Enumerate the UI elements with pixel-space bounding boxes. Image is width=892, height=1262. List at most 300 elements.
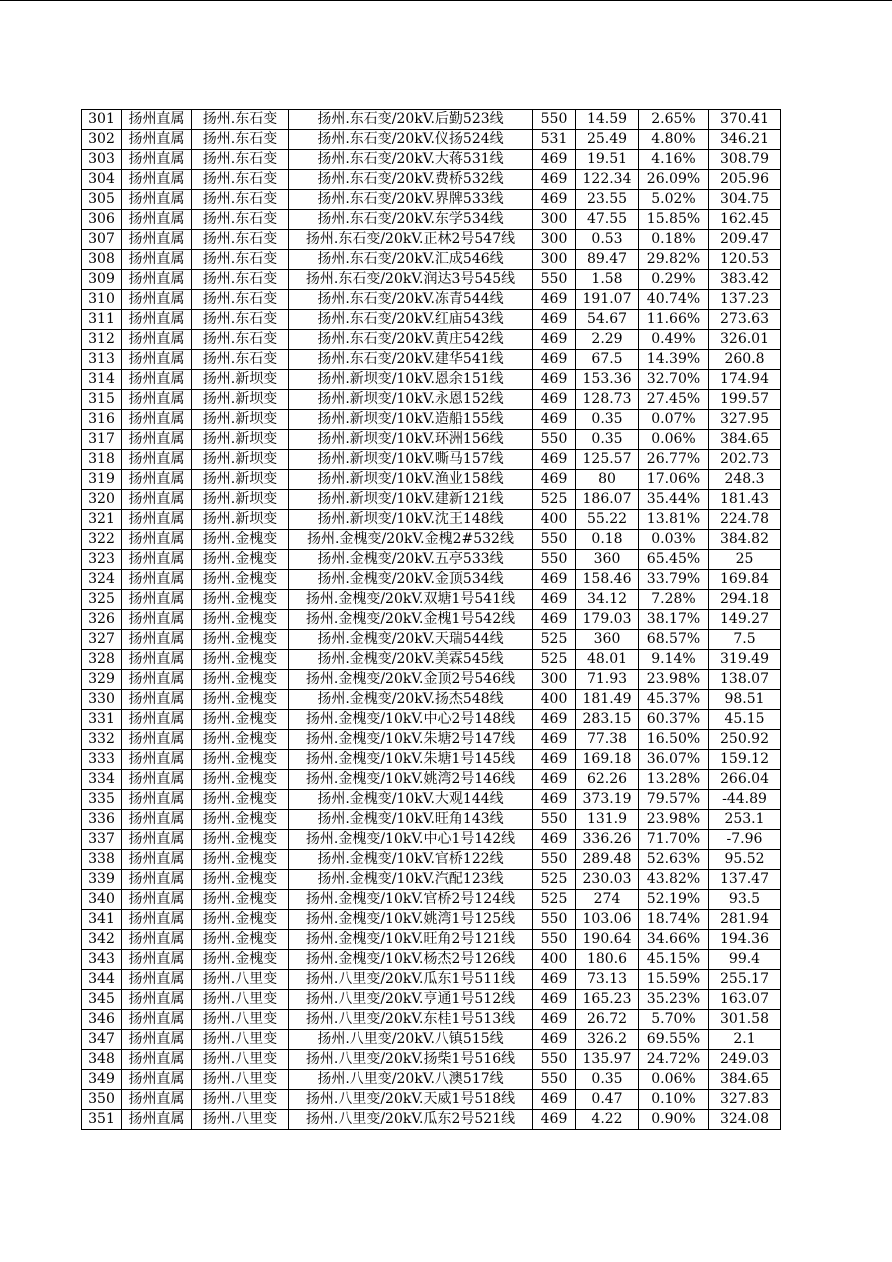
load-rate-cell: 68.57%	[639, 630, 709, 650]
capacity-cell: 550	[533, 1050, 576, 1070]
feeder-line-cell: 扬州.东石变/20kV.红庙543线	[289, 310, 533, 330]
load-cell: 186.07	[576, 490, 639, 510]
substation-cell: 扬州.金槐变	[192, 710, 289, 730]
row-number-cell: 319	[82, 470, 122, 490]
row-number-cell: 323	[82, 550, 122, 570]
remaining-capacity-cell: 327.83	[709, 1090, 781, 1110]
load-cell: 47.55	[576, 210, 639, 230]
row-number-cell: 341	[82, 910, 122, 930]
substation-cell: 扬州.金槐变	[192, 830, 289, 850]
department-cell: 扬州直属	[122, 710, 192, 730]
department-cell: 扬州直属	[122, 530, 192, 550]
remaining-capacity-cell: 162.45	[709, 210, 781, 230]
table-row	[82, 1050, 781, 1070]
substation-cell: 扬州.金槐变	[192, 650, 289, 670]
load-rate-cell: 17.06%	[639, 470, 709, 490]
substation-cell: 扬州.东石变	[192, 110, 289, 130]
feeder-line-cell: 扬州.金槐变/20kV.美霖545线	[289, 650, 533, 670]
feeder-line-cell: 扬州.东石变/20kV.建华541线	[289, 350, 533, 370]
table-row	[82, 350, 781, 370]
table-row	[82, 190, 781, 210]
feeder-line-cell: 扬州.东石变/20kV.汇成546线	[289, 250, 533, 270]
capacity-cell: 550	[533, 910, 576, 930]
table-row	[82, 990, 781, 1010]
capacity-cell: 550	[533, 110, 576, 130]
capacity-cell: 469	[533, 790, 576, 810]
capacity-cell: 469	[533, 450, 576, 470]
table-row	[82, 250, 781, 270]
load-rate-cell: 0.90%	[639, 1110, 709, 1130]
capacity-cell: 469	[533, 830, 576, 850]
load-cell: 19.51	[576, 150, 639, 170]
capacity-cell: 469	[533, 370, 576, 390]
row-number-cell: 349	[82, 1070, 122, 1090]
substation-cell: 扬州.东石变	[192, 290, 289, 310]
load-cell: 180.6	[576, 950, 639, 970]
capacity-cell: 469	[533, 170, 576, 190]
load-rate-cell: 79.57%	[639, 790, 709, 810]
load-rate-cell: 38.17%	[639, 610, 709, 630]
department-cell: 扬州直属	[122, 670, 192, 690]
remaining-capacity-cell: 319.49	[709, 650, 781, 670]
load-rate-cell: 16.50%	[639, 730, 709, 750]
feeder-line-cell: 扬州.金槐变/10kV.旺角2号121线	[289, 930, 533, 950]
table-row	[82, 770, 781, 790]
remaining-capacity-cell: 248.3	[709, 470, 781, 490]
substation-cell: 扬州.新坝变	[192, 410, 289, 430]
feeder-line-cell: 扬州.八里变/20kV.瓜东2号521线	[289, 1110, 533, 1130]
load-cell: 131.9	[576, 810, 639, 830]
row-number-cell: 302	[82, 130, 122, 150]
remaining-capacity-cell: 199.57	[709, 390, 781, 410]
department-cell: 扬州直属	[122, 1030, 192, 1050]
substation-cell: 扬州.新坝变	[192, 470, 289, 490]
load-cell: 135.97	[576, 1050, 639, 1070]
row-number-cell: 322	[82, 530, 122, 550]
row-number-cell: 315	[82, 390, 122, 410]
department-cell: 扬州直属	[122, 730, 192, 750]
feeder-line-cell: 扬州.金槐变/10kV.旺角143线	[289, 810, 533, 830]
substation-cell: 扬州.八里变	[192, 1090, 289, 1110]
remaining-capacity-cell: 273.63	[709, 310, 781, 330]
row-number-cell: 347	[82, 1030, 122, 1050]
table-row	[82, 710, 781, 730]
row-number-cell: 307	[82, 230, 122, 250]
substation-cell: 扬州.金槐变	[192, 530, 289, 550]
remaining-capacity-cell: 174.94	[709, 370, 781, 390]
remaining-capacity-cell: 138.07	[709, 670, 781, 690]
department-cell: 扬州直属	[122, 790, 192, 810]
substation-cell: 扬州.东石变	[192, 250, 289, 270]
remaining-capacity-cell: 99.4	[709, 950, 781, 970]
row-number-cell: 343	[82, 950, 122, 970]
load-cell: 165.23	[576, 990, 639, 1010]
department-cell: 扬州直属	[122, 290, 192, 310]
remaining-capacity-cell: 294.18	[709, 590, 781, 610]
capacity-cell: 525	[533, 630, 576, 650]
load-rate-cell: 36.07%	[639, 750, 709, 770]
substation-cell: 扬州.八里变	[192, 1050, 289, 1070]
load-rate-cell: 52.19%	[639, 890, 709, 910]
remaining-capacity-cell: 7.5	[709, 630, 781, 650]
load-cell: 289.48	[576, 850, 639, 870]
remaining-capacity-cell: 304.75	[709, 190, 781, 210]
substation-cell: 扬州.东石变	[192, 130, 289, 150]
row-number-cell: 325	[82, 590, 122, 610]
department-cell: 扬州直属	[122, 930, 192, 950]
load-rate-cell: 7.28%	[639, 590, 709, 610]
load-cell: 0.18	[576, 530, 639, 550]
remaining-capacity-cell: 308.79	[709, 150, 781, 170]
capacity-cell: 469	[533, 1010, 576, 1030]
substation-cell: 扬州.金槐变	[192, 750, 289, 770]
substation-cell: 扬州.八里变	[192, 1010, 289, 1030]
feeder-line-cell: 扬州.东石变/20kV.冻青544线	[289, 290, 533, 310]
table-row	[82, 230, 781, 250]
feeder-line-cell: 扬州.东石变/20kV.仪扬524线	[289, 130, 533, 150]
row-number-cell: 318	[82, 450, 122, 470]
table-row	[82, 330, 781, 350]
load-cell: 283.15	[576, 710, 639, 730]
feeder-line-cell: 扬州.东石变/20kV.东学534线	[289, 210, 533, 230]
feeder-line-cell: 扬州.新坝变/10kV.渔业158线	[289, 470, 533, 490]
feeder-line-cell: 扬州.金槐变/10kV.中心1号142线	[289, 830, 533, 850]
feeder-line-cell: 扬州.金槐变/20kV.双塘1号541线	[289, 590, 533, 610]
remaining-capacity-cell: 301.58	[709, 1010, 781, 1030]
feeder-line-cell: 扬州.金槐变/20kV.金槐2#532线	[289, 530, 533, 550]
remaining-capacity-cell: 137.47	[709, 870, 781, 890]
feeder-line-cell: 扬州.金槐变/10kV.朱塘1号145线	[289, 750, 533, 770]
substation-cell: 扬州.金槐变	[192, 850, 289, 870]
remaining-capacity-cell: 326.01	[709, 330, 781, 350]
capacity-cell: 469	[533, 350, 576, 370]
load-cell: 23.55	[576, 190, 639, 210]
remaining-capacity-cell: -44.89	[709, 790, 781, 810]
feeder-line-cell: 扬州.新坝变/10kV.永恩152线	[289, 390, 533, 410]
substation-cell: 扬州.东石变	[192, 150, 289, 170]
feeder-line-cell: 扬州.金槐变/10kV.官桥122线	[289, 850, 533, 870]
row-number-cell: 326	[82, 610, 122, 630]
substation-cell: 扬州.东石变	[192, 210, 289, 230]
capacity-cell: 525	[533, 650, 576, 670]
feeder-line-cell: 扬州.金槐变/20kV.金顶534线	[289, 570, 533, 590]
load-cell: 89.47	[576, 250, 639, 270]
table-row	[82, 670, 781, 690]
capacity-cell: 300	[533, 230, 576, 250]
remaining-capacity-cell: 120.53	[709, 250, 781, 270]
load-rate-cell: 5.02%	[639, 190, 709, 210]
table-row	[82, 650, 781, 670]
row-number-cell: 305	[82, 190, 122, 210]
row-number-cell: 312	[82, 330, 122, 350]
load-cell: 274	[576, 890, 639, 910]
feeder-line-cell: 扬州.新坝变/10kV.嘶马157线	[289, 450, 533, 470]
capacity-cell: 550	[533, 1070, 576, 1090]
load-cell: 71.93	[576, 670, 639, 690]
remaining-capacity-cell: -7.96	[709, 830, 781, 850]
feeder-line-cell: 扬州.金槐变/10kV.官桥2号124线	[289, 890, 533, 910]
table-row	[82, 730, 781, 750]
feeder-line-cell: 扬州.东石变/20kV.费桥532线	[289, 170, 533, 190]
load-cell: 1.58	[576, 270, 639, 290]
remaining-capacity-cell: 253.1	[709, 810, 781, 830]
substation-cell: 扬州.金槐变	[192, 810, 289, 830]
feeder-line-cell: 扬州.金槐变/20kV.扬杰548线	[289, 690, 533, 710]
substation-cell: 扬州.东石变	[192, 170, 289, 190]
substation-cell: 扬州.东石变	[192, 310, 289, 330]
feeder-line-cell: 扬州.新坝变/10kV.环洲156线	[289, 430, 533, 450]
capacity-cell: 469	[533, 190, 576, 210]
feeder-line-cell: 扬州.金槐变/10kV.杨杰2号126线	[289, 950, 533, 970]
table-row	[82, 950, 781, 970]
load-cell: 4.22	[576, 1110, 639, 1130]
feeder-line-cell: 扬州.新坝变/10kV.造船155线	[289, 410, 533, 430]
load-rate-cell: 0.06%	[639, 1070, 709, 1090]
substation-cell: 扬州.八里变	[192, 970, 289, 990]
feeder-line-cell: 扬州.新坝变/10kV.沈王148线	[289, 510, 533, 530]
feeder-line-cell: 扬州.金槐变/10kV.大观144线	[289, 790, 533, 810]
row-number-cell: 309	[82, 270, 122, 290]
load-rate-cell: 26.77%	[639, 450, 709, 470]
department-cell: 扬州直属	[122, 890, 192, 910]
load-cell: 326.2	[576, 1030, 639, 1050]
substation-cell: 扬州.八里变	[192, 990, 289, 1010]
capacity-cell: 300	[533, 250, 576, 270]
remaining-capacity-cell: 181.43	[709, 490, 781, 510]
substation-cell: 扬州.东石变	[192, 230, 289, 250]
load-rate-cell: 45.15%	[639, 950, 709, 970]
load-cell: 360	[576, 550, 639, 570]
remaining-capacity-cell: 25	[709, 550, 781, 570]
remaining-capacity-cell: 384.65	[709, 1070, 781, 1090]
department-cell: 扬州直属	[122, 230, 192, 250]
row-number-cell: 351	[82, 1110, 122, 1130]
remaining-capacity-cell: 384.82	[709, 530, 781, 550]
load-rate-cell: 13.28%	[639, 770, 709, 790]
load-rate-cell: 14.39%	[639, 350, 709, 370]
load-cell: 2.29	[576, 330, 639, 350]
load-rate-cell: 24.72%	[639, 1050, 709, 1070]
feeder-line-cell: 扬州.东石变/20kV.大蒋531线	[289, 150, 533, 170]
row-number-cell: 339	[82, 870, 122, 890]
capacity-cell: 525	[533, 490, 576, 510]
feeder-line-cell: 扬州.金槐变/20kV.金槐1号542线	[289, 610, 533, 630]
table-row	[82, 370, 781, 390]
substation-cell: 扬州.金槐变	[192, 930, 289, 950]
load-rate-cell: 0.49%	[639, 330, 709, 350]
page-top-border	[0, 0, 892, 1]
capacity-cell: 531	[533, 130, 576, 150]
substation-cell: 扬州.新坝变	[192, 490, 289, 510]
department-cell: 扬州直属	[122, 470, 192, 490]
load-cell: 169.18	[576, 750, 639, 770]
department-cell: 扬州直属	[122, 950, 192, 970]
substation-cell: 扬州.东石变	[192, 270, 289, 290]
feeder-line-cell: 扬州.金槐变/20kV.天瑞544线	[289, 630, 533, 650]
table-row	[82, 130, 781, 150]
substation-cell: 扬州.金槐变	[192, 890, 289, 910]
load-cell: 125.57	[576, 450, 639, 470]
load-cell: 190.64	[576, 930, 639, 950]
row-number-cell: 348	[82, 1050, 122, 1070]
remaining-capacity-cell: 266.04	[709, 770, 781, 790]
remaining-capacity-cell: 346.21	[709, 130, 781, 150]
table-row	[82, 890, 781, 910]
load-cell: 360	[576, 630, 639, 650]
table-row	[82, 1090, 781, 1110]
table-row	[82, 290, 781, 310]
row-number-cell: 316	[82, 410, 122, 430]
table-row	[82, 170, 781, 190]
feeder-load-table	[81, 109, 781, 1130]
department-cell: 扬州直属	[122, 810, 192, 830]
row-number-cell: 350	[82, 1090, 122, 1110]
table-row	[82, 1010, 781, 1030]
row-number-cell: 338	[82, 850, 122, 870]
row-number-cell: 306	[82, 210, 122, 230]
remaining-capacity-cell: 281.94	[709, 910, 781, 930]
load-cell: 0.35	[576, 430, 639, 450]
substation-cell: 扬州.新坝变	[192, 450, 289, 470]
load-rate-cell: 32.70%	[639, 370, 709, 390]
load-cell: 67.5	[576, 350, 639, 370]
remaining-capacity-cell: 194.36	[709, 930, 781, 950]
table-row	[82, 870, 781, 890]
load-cell: 158.46	[576, 570, 639, 590]
row-number-cell: 336	[82, 810, 122, 830]
capacity-cell: 550	[533, 430, 576, 450]
load-rate-cell: 40.74%	[639, 290, 709, 310]
department-cell: 扬州直属	[122, 990, 192, 1010]
load-rate-cell: 35.23%	[639, 990, 709, 1010]
row-number-cell: 313	[82, 350, 122, 370]
table-row	[82, 510, 781, 530]
table-row	[82, 630, 781, 650]
load-rate-cell: 9.14%	[639, 650, 709, 670]
feeder-line-cell: 扬州.东石变/20kV.界牌533线	[289, 190, 533, 210]
row-number-cell: 328	[82, 650, 122, 670]
remaining-capacity-cell: 159.12	[709, 750, 781, 770]
capacity-cell: 469	[533, 1030, 576, 1050]
load-cell: 103.06	[576, 910, 639, 930]
table-row	[82, 810, 781, 830]
load-rate-cell: 43.82%	[639, 870, 709, 890]
department-cell: 扬州直属	[122, 550, 192, 570]
remaining-capacity-cell: 383.42	[709, 270, 781, 290]
department-cell: 扬州直属	[122, 150, 192, 170]
load-cell: 62.26	[576, 770, 639, 790]
remaining-capacity-cell: 95.52	[709, 850, 781, 870]
capacity-cell: 469	[533, 1090, 576, 1110]
feeder-line-cell: 扬州.金槐变/10kV.中心2号148线	[289, 710, 533, 730]
department-cell: 扬州直属	[122, 490, 192, 510]
department-cell: 扬州直属	[122, 690, 192, 710]
load-rate-cell: 34.66%	[639, 930, 709, 950]
load-cell: 153.36	[576, 370, 639, 390]
row-number-cell: 334	[82, 770, 122, 790]
feeder-line-cell: 扬州.金槐变/10kV.汽配123线	[289, 870, 533, 890]
load-rate-cell: 33.79%	[639, 570, 709, 590]
capacity-cell: 469	[533, 970, 576, 990]
table-row	[82, 470, 781, 490]
row-number-cell: 311	[82, 310, 122, 330]
feeder-line-cell: 扬州.金槐变/20kV.金顶2号546线	[289, 670, 533, 690]
capacity-cell: 550	[533, 850, 576, 870]
capacity-cell: 469	[533, 770, 576, 790]
row-number-cell: 327	[82, 630, 122, 650]
remaining-capacity-cell: 327.95	[709, 410, 781, 430]
department-cell: 扬州直属	[122, 1110, 192, 1130]
department-cell: 扬州直属	[122, 630, 192, 650]
substation-cell: 扬州.金槐变	[192, 630, 289, 650]
capacity-cell: 469	[533, 410, 576, 430]
load-cell: 122.34	[576, 170, 639, 190]
load-cell: 80	[576, 470, 639, 490]
department-cell: 扬州直属	[122, 830, 192, 850]
remaining-capacity-cell: 98.51	[709, 690, 781, 710]
load-rate-cell: 5.70%	[639, 1010, 709, 1030]
row-number-cell: 329	[82, 670, 122, 690]
capacity-cell: 400	[533, 510, 576, 530]
department-cell: 扬州直属	[122, 850, 192, 870]
department-cell: 扬州直属	[122, 610, 192, 630]
load-cell: 0.47	[576, 1090, 639, 1110]
row-number-cell: 346	[82, 1010, 122, 1030]
remaining-capacity-cell: 250.92	[709, 730, 781, 750]
load-rate-cell: 35.44%	[639, 490, 709, 510]
department-cell: 扬州直属	[122, 190, 192, 210]
substation-cell: 扬州.八里变	[192, 1030, 289, 1050]
load-rate-cell: 23.98%	[639, 810, 709, 830]
feeder-line-cell: 扬州.八里变/20kV.八镇515线	[289, 1030, 533, 1050]
row-number-cell: 301	[82, 110, 122, 130]
department-cell: 扬州直属	[122, 130, 192, 150]
load-rate-cell: 2.65%	[639, 110, 709, 130]
department-cell: 扬州直属	[122, 1070, 192, 1090]
substation-cell: 扬州.八里变	[192, 1110, 289, 1130]
capacity-cell: 469	[533, 390, 576, 410]
remaining-capacity-cell: 137.23	[709, 290, 781, 310]
load-cell: 55.22	[576, 510, 639, 530]
substation-cell: 扬州.八里变	[192, 1070, 289, 1090]
table-row	[82, 550, 781, 570]
substation-cell: 扬州.金槐变	[192, 950, 289, 970]
load-cell: 14.59	[576, 110, 639, 130]
capacity-cell: 550	[533, 930, 576, 950]
load-rate-cell: 15.85%	[639, 210, 709, 230]
department-cell: 扬州直属	[122, 870, 192, 890]
department-cell: 扬州直属	[122, 390, 192, 410]
feeder-line-cell: 扬州.新坝变/10kV.建新121线	[289, 490, 533, 510]
table-row	[82, 110, 781, 130]
load-rate-cell: 0.06%	[639, 430, 709, 450]
substation-cell: 扬州.新坝变	[192, 370, 289, 390]
capacity-cell: 469	[533, 590, 576, 610]
department-cell: 扬州直属	[122, 750, 192, 770]
table-row	[82, 970, 781, 990]
department-cell: 扬州直属	[122, 1090, 192, 1110]
load-cell: 373.19	[576, 790, 639, 810]
load-cell: 34.12	[576, 590, 639, 610]
capacity-cell: 550	[533, 550, 576, 570]
department-cell: 扬州直属	[122, 350, 192, 370]
remaining-capacity-cell: 202.73	[709, 450, 781, 470]
department-cell: 扬州直属	[122, 170, 192, 190]
substation-cell: 扬州.金槐变	[192, 690, 289, 710]
department-cell: 扬州直属	[122, 430, 192, 450]
feeder-line-cell: 扬州.金槐变/10kV.姚湾1号125线	[289, 910, 533, 930]
substation-cell: 扬州.金槐变	[192, 590, 289, 610]
